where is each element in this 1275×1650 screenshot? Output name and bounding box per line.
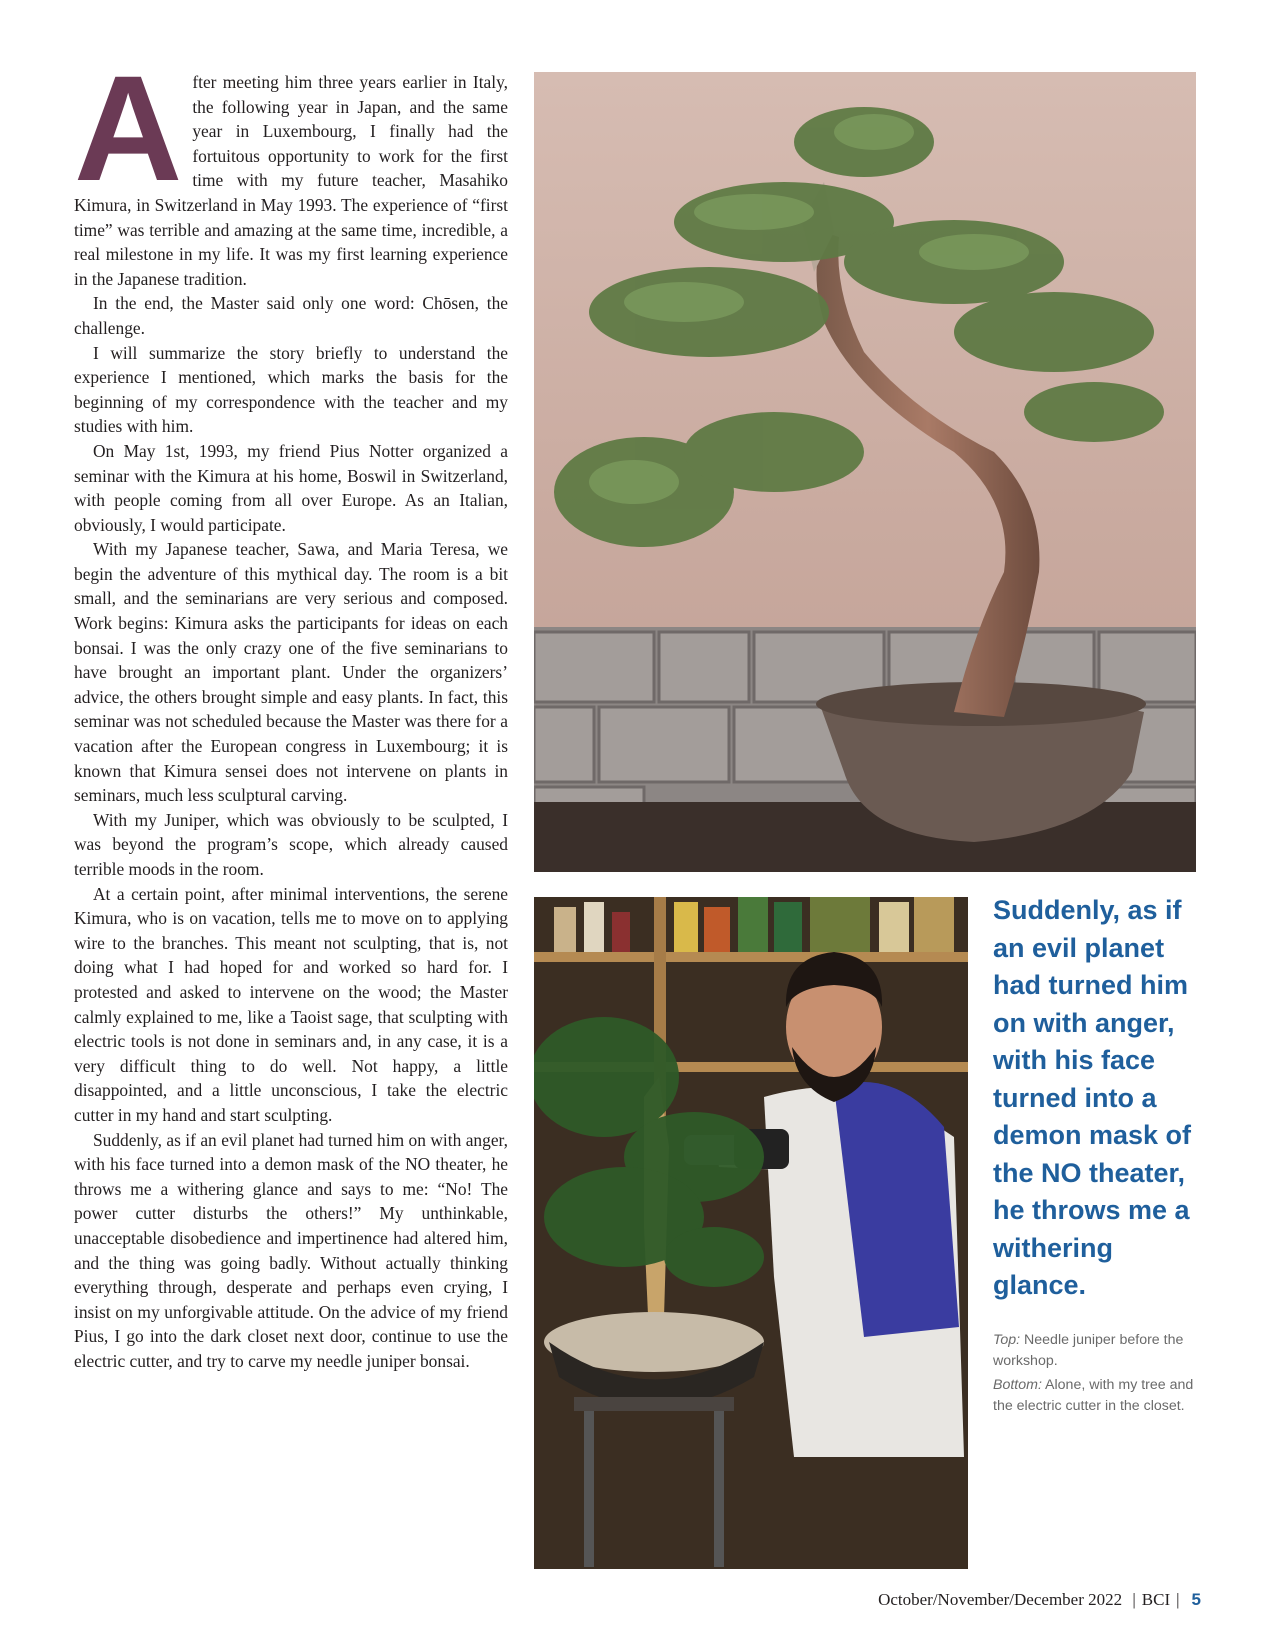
article-paragraph-5: With my Japanese teacher, Sawa, and Maria Teresa, we begin the adventure of this mythical day. The room is a bit small, and the seminarians are very serious and composed. Work begins: Kimura asks the participants for ideas on each bonsai. I was the only crazy one of the five seminarians to have brought an important plant. Under the organizers’ advice, the others brought simple and easy plants. In fact, this seminar was not scheduled because the Master was there for a vacation after the European congress in Luxembourg; it is known that Kimura sensei does not intervene on plants in seminars, much less sculptural carving. bbox=[74, 539, 508, 806]
article-body bbox=[74, 44, 508, 1373]
caption-bottom-text: Alone, with my tree and the electric cutter in the closet. bbox=[993, 1377, 1194, 1414]
page-footer bbox=[878, 1590, 1201, 1610]
article-paragraph-3: I will summarize the story briefly to understand the experience I mentioned, which marks the basis for the beginning of my correspondence with the teacher and my studies with him. bbox=[74, 342, 508, 437]
juniper-bonsai-photo bbox=[534, 72, 1196, 872]
caption-top-text: Needle juniper before the workshop. bbox=[993, 1332, 1184, 1369]
article-paragraph-8: Suddenly, as if an evil planet had turned him on with anger, with his face turned into a demon mask of the NO theater, he throws me a withering glance and says to me: “No! The power cutter disturbs the others!” My unthinkable, unacceptable disobedience and impertinence had altered him, and the thing was going badly. Without actually thinking everything through, desperate and perhaps even crying, I insist on my unforgivable attitude. On the advice of my friend Pius, I go into the dark closet next door, continue to use the electric cutter, and try to carve my needle juniper bonsai. bbox=[74, 1129, 508, 1371]
footer-separator: | bbox=[1176, 1590, 1180, 1609]
article-paragraph-2: In the end, the Master said only one word: Chōsen, the challenge. bbox=[74, 293, 508, 338]
article-paragraph-1 bbox=[74, 44, 508, 291]
paragraph-text: fter meeting him three years earlier in Italy, the following year in Japan, and the same year in Luxembourg, I finally had the fortuitous opportunity to work for the first time with my future teacher, Masahiko Kimura, in Switzerland in May 1993. The experience of “first time” was terrible and amazing at the same time, incredible, a real milestone in my life. It was my first learning experience in the Japanese tradition. bbox=[74, 72, 508, 289]
caption-top-label: Top: bbox=[993, 1332, 1021, 1348]
pull-quote: Suddenly, as if an evil planet had turned him on with anger, with his face turned into a demon mask of the NO theater, he throws me a withering glance. bbox=[993, 895, 1192, 1300]
article-paragraph-6: With my Juniper, which was obviously to be sculpted, I was beyond the program’s scope, which already caused terrible moods in the room. bbox=[74, 809, 508, 879]
article-paragraph-4: On May 1st, 1993, my friend Pius Notter organized a seminar with the Kimura at his home, Boswil in Switzerland, with people coming from all over Europe. As an Italian, obviously, I would participate. bbox=[74, 440, 508, 535]
photo-captions bbox=[993, 1330, 1208, 1420]
drop-cap-letter: A bbox=[74, 44, 179, 212]
caption-top bbox=[993, 1330, 1208, 1372]
page-number: 5 bbox=[1191, 1590, 1201, 1609]
caption-bottom bbox=[993, 1375, 1208, 1417]
footer-separator: | bbox=[1132, 1590, 1136, 1609]
issue-date: October/November/December 2022 bbox=[878, 1590, 1123, 1609]
carving-workshop-photo bbox=[534, 897, 968, 1569]
article-paragraph-7: At a certain point, after minimal interventions, the serene Kimura, who is on vacation, tells me to move on to applying wire to the branches. This meant not sculpting, that is, not doing what I had hoped for and worked so hard for. I protested and asked to intervene on the wood; the Master calmly explained to me, like a Taoist sage, that sculpting with electric tools is not done in seminars and, in any case, it is a very difficult thing to do well. Not happy, a little disappointed, and a little unconscious, I take the electric cutter in my hand and start sculpting. bbox=[74, 883, 508, 1125]
caption-bottom-label: Bottom: bbox=[993, 1377, 1042, 1393]
magazine-name: BCI bbox=[1141, 1590, 1171, 1609]
